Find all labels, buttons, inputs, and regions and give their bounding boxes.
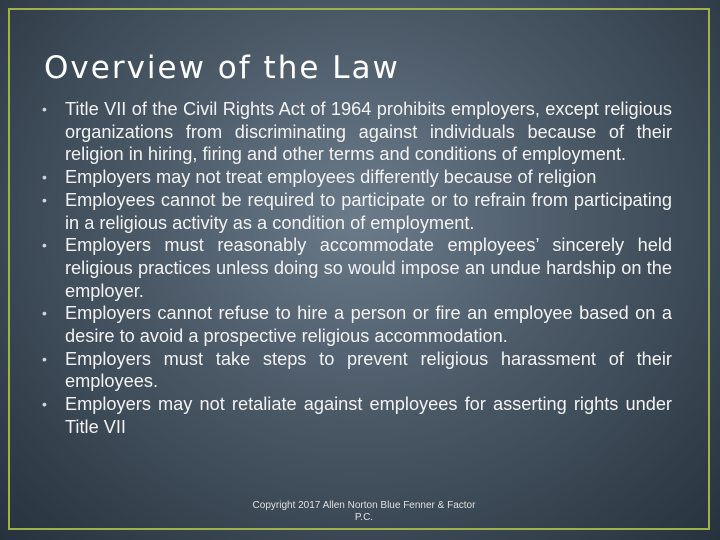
bullet-item: • Employers cannot refuse to hire a person or fire an employee based on a desire to avoid a prospective religious accommodation. (42, 302, 672, 347)
bullet-list (42, 98, 672, 439)
bullet-item: • Employers must reasonably accommodate employees’ sincerely held religious practices unless doing so would impose an undue hardship on the employer. (42, 234, 672, 302)
slide-title: Overview of the Law (44, 50, 400, 86)
bullet-item: • Employers must take steps to prevent religious harassment of their employees. (42, 348, 672, 393)
copyright-footer: Copyright 2017 Allen Norton Blue Fenner & Factor P.C. (252, 500, 476, 523)
bullet-item: • Employees cannot be required to participate or to refrain from participating in a religious activity as a condition of employment. (42, 189, 672, 234)
bullet-item: • Title VII of the Civil Rights Act of 1964 prohibits employers, except religious organizations from discriminating against individuals because of their religion in hiring, firing and other terms and conditions of employment. (42, 98, 672, 166)
bullet-item: • Employers may not treat employees differently because of religion (42, 166, 672, 189)
bullet-item: • Employers may not retaliate against employees for asserting rights under Title VII (42, 393, 672, 438)
